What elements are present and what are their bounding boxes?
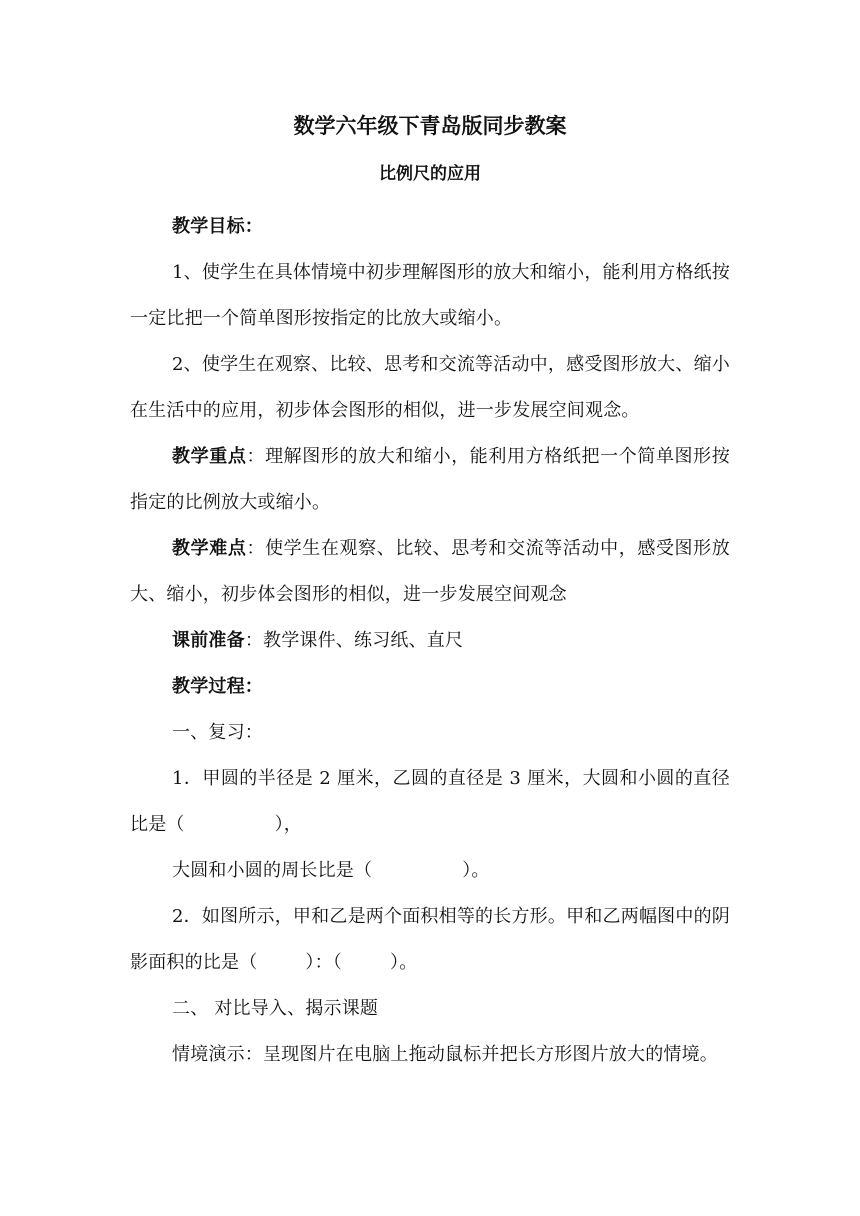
difficulty-paragraph [130,526,730,618]
objective-2: 2、使学生在观察、比较、思考和交流等活动中，感受图形放大、缩小在生活中的应用，初步体会图形的相似，进一步发展空间观念。 [130,354,730,421]
scenario-paragraph: 情境演示：呈现图片在电脑上拖动鼠标并把长方形图片放大的情境。 [172,1044,718,1065]
document-page [130,100,730,1078]
question-1-line-2-text: 大圆和小圆的周长比是（ [172,860,373,881]
key-point-paragraph [130,434,730,526]
lesson-title: 比例尺的应用 [379,164,481,184]
key-point-text: ：理解图形的放大和缩小，能利用方格纸把一个简单图形按指定的比例放大或缩小。 [130,446,730,513]
question-1-line-2-close: ）。 [462,860,490,881]
section-review-heading: 一、复习： [172,722,263,743]
question-1 [130,756,730,848]
question-1-close: ）， [274,814,303,835]
process-heading: 教学过程： [172,676,263,697]
objectives-heading: 教学目标： [172,216,263,237]
difficulty-text: ：使学生在观察、比较、思考和交流等活动中，感受图形放大、缩小，初步体会图形的相似，进一步发展空间观念 [130,538,730,605]
question-2-text: 2．如图所示，甲和乙是两个面积相等的长方形。甲和乙两幅图中的阴影面积的比是（ [130,906,730,973]
question-2-middle: ）：（ [305,952,343,973]
question-1-text: 1．甲圆的半径是 2 厘米，乙圆的直径是 3 厘米，大圆和小圆的直径比是（ [130,768,730,835]
question-2-close: ）。 [390,952,418,973]
question-1-line-2 [130,848,730,894]
objective-1: 1、使学生在具体情境中初步理解图形的放大和缩小，能利用方格纸按一定比把一个简单图形按指定的比放大或缩小。 [130,262,730,329]
prep-paragraph [130,618,730,664]
document-title: 数学六年级下青岛版同步教案 [293,114,567,138]
key-point-label: 教学重点 [172,446,247,467]
section-intro-heading: 二、 对比导入、揭示课题 [172,998,379,1019]
prep-label: 课前准备 [172,630,245,651]
document-body [130,204,730,1078]
question-2 [130,894,730,986]
prep-text: ：教学课件、练习纸、直尺 [244,630,464,651]
difficulty-label: 教学难点 [172,538,247,559]
